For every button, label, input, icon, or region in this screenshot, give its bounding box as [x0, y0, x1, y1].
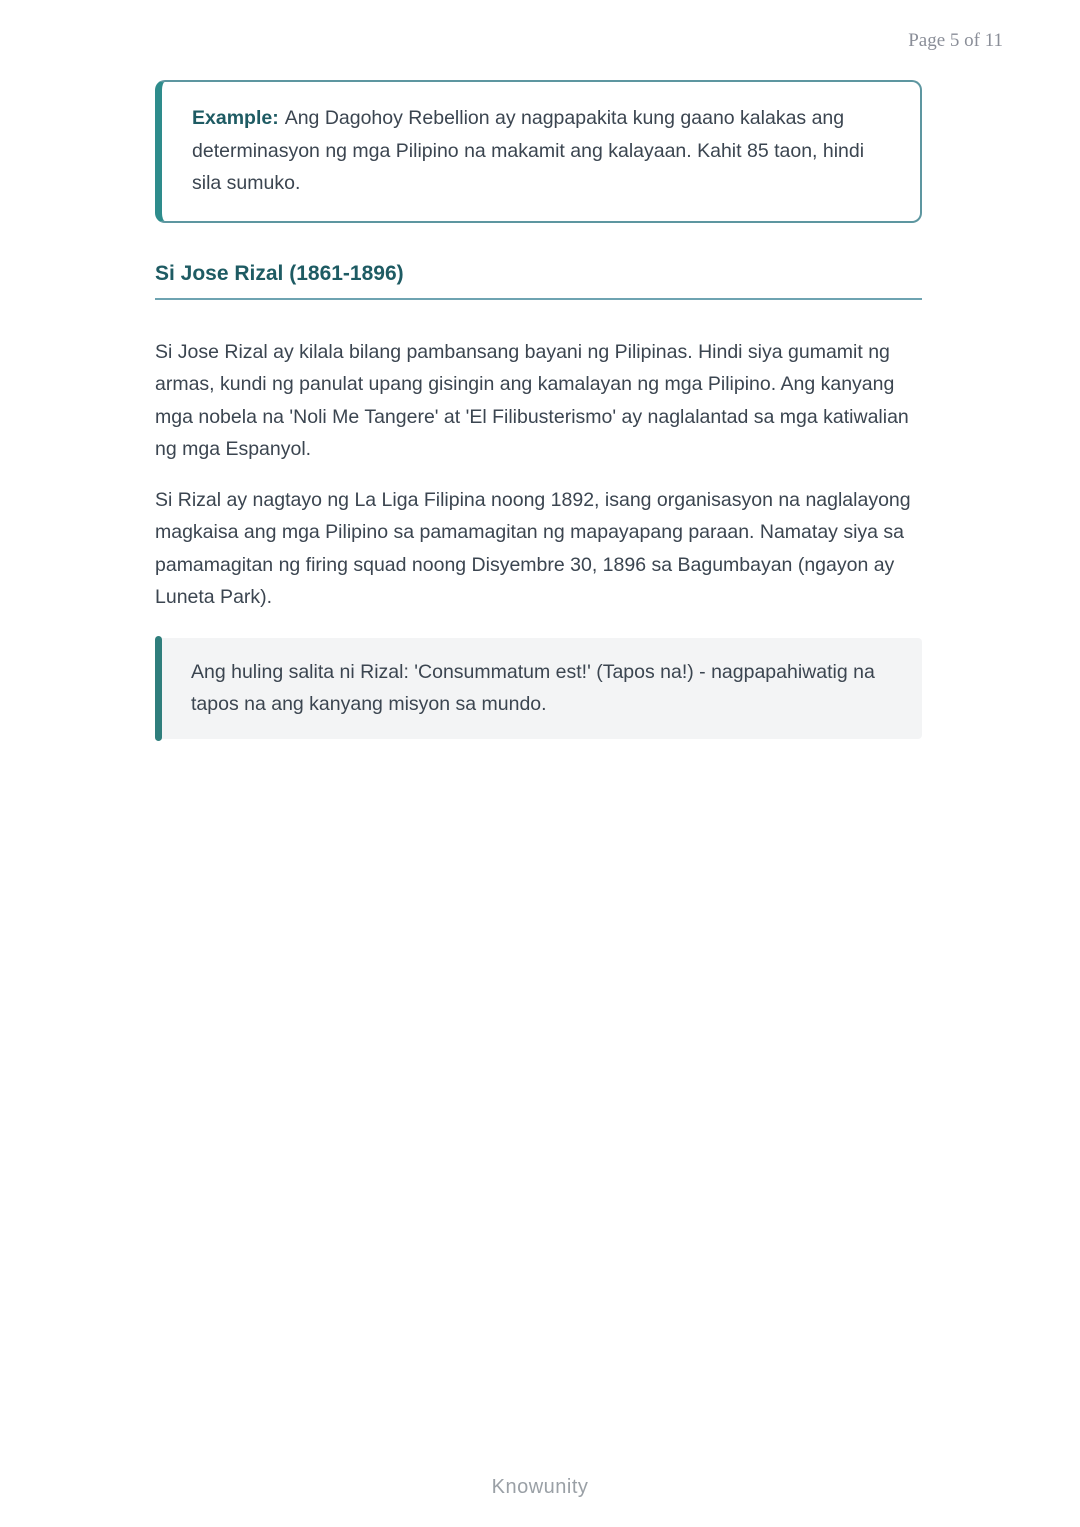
quote-callout: [155, 638, 922, 739]
example-label: Example:: [192, 107, 279, 129]
footer-brand: Knowunity: [491, 1476, 589, 1498]
heading-rule: [155, 298, 922, 300]
paragraph: Si Rizal ay nagtayo ng La Liga Filipina noong 1892, isang organisasyon na naglalayong magkaisa ang mga Pilipino sa pamamagitan ng mapayapang paraan. Namatay siya sa pamamagitan ng firing squad noong Disyembre 30, 1896 sa Bagumbayan (ngayon ay Luneta Park).: [155, 488, 911, 608]
quote-accent-bar: [155, 636, 162, 741]
page-content: [155, 80, 922, 739]
page-number: Page 5 of 11: [908, 30, 1003, 51]
quote-text: Ang huling salita ni Rizal: 'Consummatum est!' (Tapos na!) - nagpapahiwatig na tapos na ang kanyang misyon sa mundo.: [191, 660, 875, 715]
section-heading: Si Jose Rizal (1861-1896): [155, 261, 404, 285]
paragraph: Si Jose Rizal ay kilala bilang pambansang bayani ng Pilipinas. Hindi siya gumamit ng armas, kundi ng panulat upang gisingin ang kamalayan ng mga Pilipino. Ang kanyang mga nobela na 'Noli Me Tangere' at 'El Filibusterismo' ay naglalantad sa mga katiwalian ng mga Espanyol.: [155, 340, 909, 460]
example-callout: [155, 80, 922, 223]
example-text: Ang Dagohoy Rebellion ay nagpapakita kung gaano kalakas ang determinasyon ng mga Pilipino na makamit ang kalayaan. Kahit 85 taon, hindi sila sumuko.: [192, 107, 865, 194]
